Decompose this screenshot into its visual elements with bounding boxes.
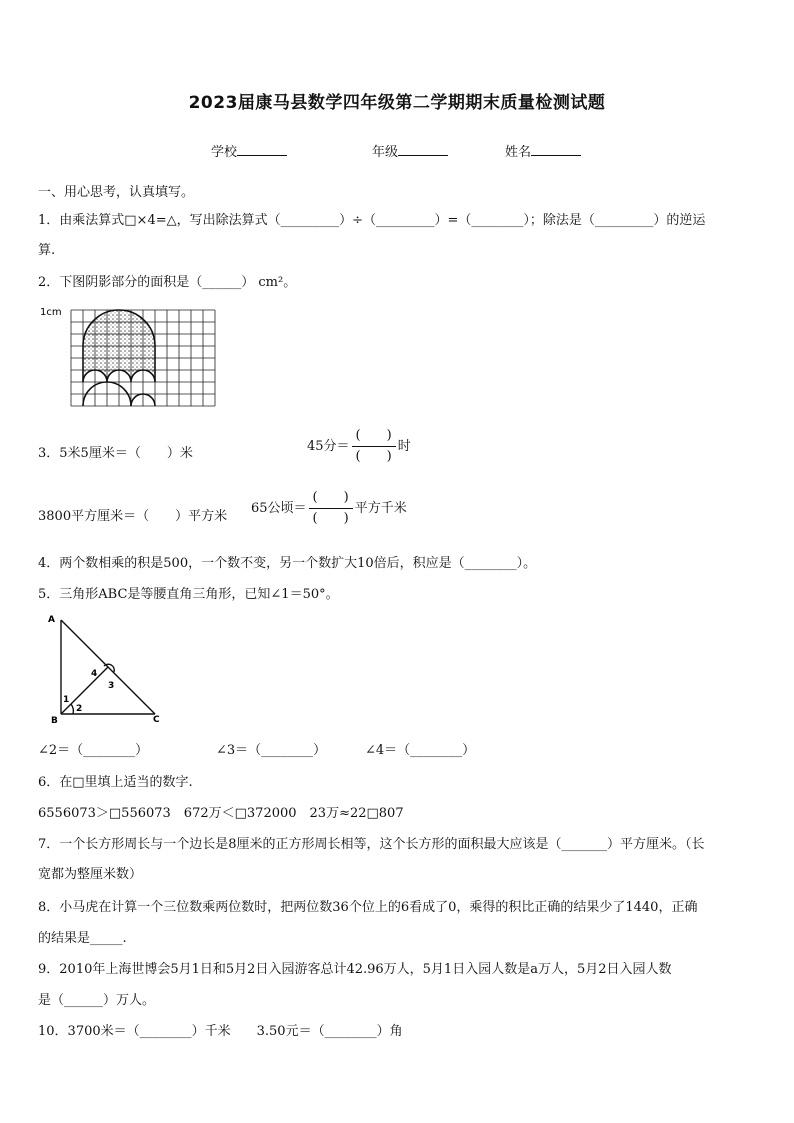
fraction-3d-denominator[interactable]: ( ) — [312, 511, 349, 526]
fraction-3d-numerator[interactable]: ( ) — [312, 490, 349, 505]
fraction-3d — [309, 490, 353, 527]
vertex-b-label: B — [51, 716, 58, 726]
question-10: 10．3700米＝（________）千米 3.50元＝（________）角 — [38, 1024, 403, 1039]
question-5-angle4: ∠4＝（________） — [365, 743, 476, 758]
question-3d — [251, 490, 407, 527]
question-7-line1: 7．一个长方形周长与一个边长是8厘米的正方形周长相等，这个长方形的面积最大应该是（_______）平方厘米。（长 — [38, 837, 705, 852]
fraction-3b — [352, 428, 396, 465]
question-8-line1: 8．小马虎在计算一个三位数乘两位数时，把两位数36个位上的6看成了0，乘得的积比正确的结果少了1440，正确 — [38, 900, 698, 915]
shaded-area-grid-figure — [36, 302, 226, 412]
question-6: 6．在□里填上适当的数字. — [38, 775, 193, 790]
school-blank[interactable] — [237, 143, 287, 156]
grid-scale-label: 1cm — [40, 307, 62, 318]
name-blank[interactable] — [531, 143, 581, 156]
fraction-3b-numerator[interactable]: ( ) — [355, 428, 392, 443]
triangle-abc-figure — [44, 610, 174, 726]
question-6-items: 6556073＞□556073 672万＜□372000 23万≈22□807 — [38, 806, 404, 821]
segment-bd — [61, 667, 108, 714]
angle-3-label: 3 — [108, 681, 115, 691]
angle-2-label: 2 — [76, 704, 83, 714]
school-label: 学校 — [211, 145, 238, 160]
question-5-angle2: ∠2＝（________） — [38, 743, 149, 758]
angle-4-label: 4 — [91, 669, 98, 679]
question-4: 4．两个数相乘的积是500，一个数不变，另一个数扩大10倍后，积应是（________）。 — [38, 556, 537, 571]
fraction-3b-denominator[interactable]: ( ) — [355, 449, 392, 464]
angle-2-arc — [71, 704, 73, 714]
question-3b-suffix: 时 — [397, 439, 411, 454]
grade-label: 年级 — [372, 145, 399, 160]
question-3d-suffix: 平方千米 — [354, 501, 407, 516]
question-5: 5．三角形ABC是等腰直角三角形，已知∠1＝50°。 — [38, 587, 339, 602]
name-field — [505, 141, 581, 160]
question-9-line2: 是（______）万人。 — [38, 993, 156, 1008]
vertex-c-label: C — [153, 715, 160, 725]
question-3a: 3．5米5厘米＝（ ）米 — [38, 446, 193, 461]
question-7-line2: 宽都为整厘米数） — [38, 867, 143, 882]
question-5-angle3: ∠3＝（________） — [216, 743, 327, 758]
question-3d-prefix: 65公顷＝ — [251, 501, 307, 516]
question-3b-prefix: 45分＝ — [307, 439, 350, 454]
name-label: 姓名 — [505, 145, 532, 160]
section-heading: 一、用心思考，认真填写。 — [38, 185, 195, 200]
question-9-line1: 9．2010年上海世博会5月1日和5月2日入园游客总计42.96万人，5月1日入园人数是a万人，5月2日入园人数 — [38, 962, 672, 977]
question-1-line2: 算. — [38, 243, 56, 258]
question-8-line2: 的结果是_____. — [38, 931, 127, 946]
question-3c: 3800平方厘米＝（ ）平方米 — [38, 509, 228, 524]
question-3b — [307, 428, 411, 465]
school-field — [211, 141, 287, 160]
question-1-line1: 1．由乘法算式□×4=△，写出除法算式（_________）÷（_________）=（________）；除法是（_________）的逆运 — [38, 213, 706, 228]
grade-blank[interactable] — [398, 143, 448, 156]
page-title: 2023届康马县数学四年级第二学期期末质量检测试题 — [188, 93, 606, 113]
vertex-a-label: A — [48, 615, 55, 625]
angle-1-label: 1 — [63, 695, 70, 705]
question-2: 2．下图阴影部分的面积是（______） cm²。 — [38, 275, 297, 290]
grade-field — [372, 141, 448, 160]
